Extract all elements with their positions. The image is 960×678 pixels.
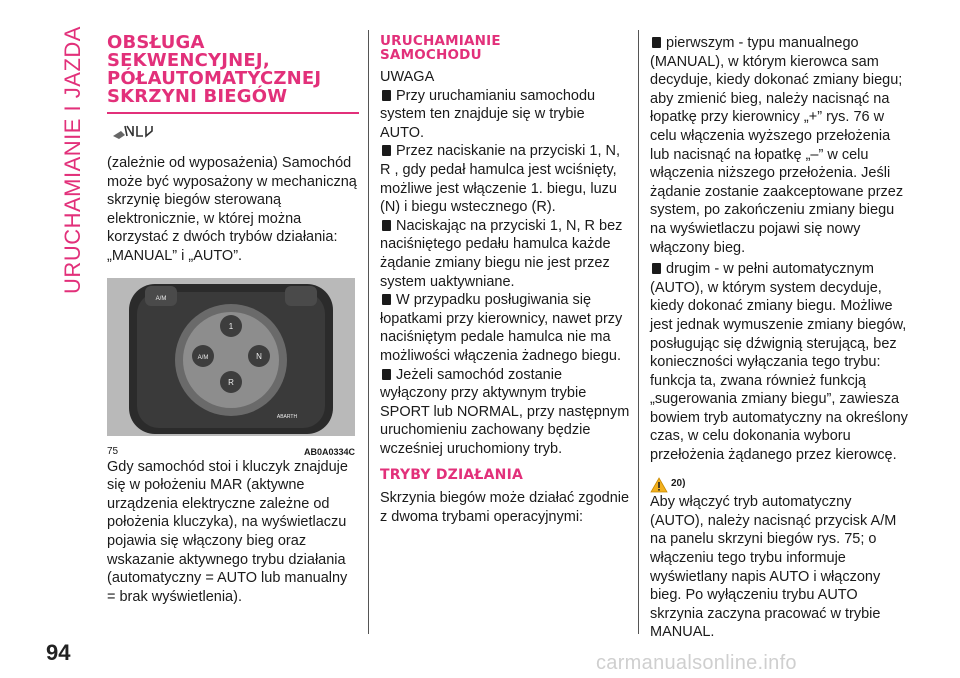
- list-item-text: Naciskając na przyciski 1, N, R bez naciśniętego pedału hamulca każde żądanie zmiany biegu nie jest przez system uaktywniane.: [380, 217, 623, 290]
- list-item-text: drugim - w pełni automatycznym (AUTO), w którym system decyduje, kiedy dokonać zmiany biegu. Możliwe jest jednak wymuszenie zmiany biegów, posługując się dźwignią sterującą, bez konieczności wyłączania tego trybu: funkcja ta, zwana również funkcją „sugerowania zmiany biegu”, zawiesza bowiem tryb automatyczny na określony czas, w celu dokonania wyboru przełożenia żądanego przez kierowcę.: [650, 261, 908, 464]
- watermark: carmanualsonline.info: [596, 652, 797, 674]
- modes-paragraph: Skrzynia biegów może działać zgodnie z dwoma trybami operacyjnymi:: [380, 490, 630, 525]
- list-item: [380, 87, 630, 143]
- figure-label-right: N: [256, 351, 262, 361]
- bullet-square-icon: [382, 90, 391, 101]
- title-line: PÓŁAUTOMATYCZNEJ: [107, 68, 322, 89]
- title-line: SAMOCHODU: [380, 47, 482, 63]
- bullet-square-icon: [652, 37, 661, 48]
- figure-label-up: 1: [228, 321, 234, 331]
- modes-subtitle: TRYBY DZIAŁANIA: [380, 467, 524, 484]
- auto-mode-paragraph: Aby włączyć tryb automatyczny (AUTO), należy nacisnąć przycisk A/M na panelu skrzyni biegów rys. 75; o włączeniu tego trybu informuje wyświetlany napis AUTO i włączony bieg. Po wyłączeniu trybu AUTO skrzynia zaczyna pracować w trybie MANUAL.: [650, 494, 897, 641]
- title-line: OBSŁUGA: [107, 32, 205, 53]
- intro-paragraph: (zależnie od wyposażenia) Samochód może być wyposażony w mechaniczną skrzynię biegów sterowaną elektronicznie, w której można korzystać z dwóch trybów działania: „MANUAL” i „AUTO”.: [107, 155, 357, 264]
- list-item: [650, 34, 908, 257]
- title-line: URUCHAMIANIE: [380, 33, 501, 49]
- list-item: [380, 291, 630, 365]
- figure-code: AB0A0334C: [303, 447, 355, 458]
- title-line: SEKWENCYJNEJ,: [107, 50, 270, 71]
- figure-label-left: A/M: [197, 354, 209, 361]
- display-paragraph: Gdy samochód stoi i kluczyk znajduje się w położeniu MAR (aktywne urządzenia elektryczne zależne od położenia kluczyka), na wyświetlaczu pojawia się włączony bieg oraz wskazanie aktywnego trybu działania (automatyczny = AUTO lub manualny = brak wyświetlenia).: [107, 458, 348, 605]
- section-side-tab-label: URUCHAMIANIE I JAZDA: [60, 26, 86, 294]
- column-3: [650, 34, 908, 642]
- starting-title: [380, 34, 630, 62]
- list-item: [650, 260, 908, 465]
- section-title: [107, 34, 359, 106]
- bullet-square-icon: [382, 220, 391, 231]
- figure-caption: [107, 443, 355, 462]
- column-divider-1: [368, 30, 369, 634]
- column-divider-2: [638, 30, 639, 634]
- list-item: [380, 366, 630, 459]
- section-side-tab: [58, 26, 88, 294]
- warning-number: 20): [671, 477, 686, 489]
- figure-label-top-left: A/M: [155, 295, 167, 302]
- bullet-square-icon: [382, 145, 391, 156]
- column-1: [107, 34, 359, 606]
- gearbox-logo-icon: [111, 122, 359, 144]
- bullet-square-icon: [382, 294, 391, 305]
- warning-reference: [650, 475, 908, 494]
- figure-label-down: R: [228, 377, 234, 387]
- note-label: UWAGA: [380, 69, 435, 85]
- list-item: [380, 217, 630, 291]
- figure-number: 75: [107, 446, 119, 458]
- list-item: [380, 142, 630, 216]
- bullet-square-icon: [382, 369, 391, 380]
- list-item-text: Przez naciskanie na przyciski 1, N, R , gdy pedał hamulca jest wciśnięty, możliwe jest włączenie 1. biegu, luzu (N) i biegu wstecznego (R).: [380, 143, 621, 216]
- warning-triangle-icon: [650, 477, 668, 493]
- list-item-text: Jeżeli samochód zostanie wyłączony przy aktywnym trybie SPORT lub NORMAL, przy następnym uruchomieniu zachowany będzie wcześniej uruchomiony tryb.: [380, 366, 630, 457]
- list-item-text: pierwszym - typu manualnego (MANUAL), w którym kierowca sam decyduje, kiedy dokonać zmiany biegu; aby zmienić bieg, należy nacisnąć na łopatkę przy kierownicy „+” rys. 76 w celu włączenia wyższego przełożenia lub nacisnąć na łopatkę „–” w celu włączenia niższego przełożenia. Jeśli żądanie zostanie zaakceptowane przez system, po zakończeniu zmiany biegu na wyświetlaczu pojawi się nowy włączony bieg.: [650, 35, 904, 256]
- title-line: SKRZYNI BIEGÓW: [107, 86, 288, 107]
- page-number: 94: [46, 640, 71, 665]
- figure-75: [107, 278, 355, 458]
- gearbox-panel-illustration: [107, 278, 355, 436]
- bullet-square-icon: [652, 263, 661, 274]
- list-item-text: W przypadku posługiwania się łopatkami przy kierownicy, nawet przy naciśniętym pedale hamulca nie ma możliwości włączenia żadnego biegu.: [380, 292, 623, 364]
- figure-label-brand: ABARTH: [276, 413, 298, 420]
- list-item-text: Przy uruchamianiu samochodu system ten znajduje się w trybie AUTO.: [380, 87, 596, 141]
- title-underline: [107, 112, 359, 114]
- column-2: [380, 34, 630, 526]
